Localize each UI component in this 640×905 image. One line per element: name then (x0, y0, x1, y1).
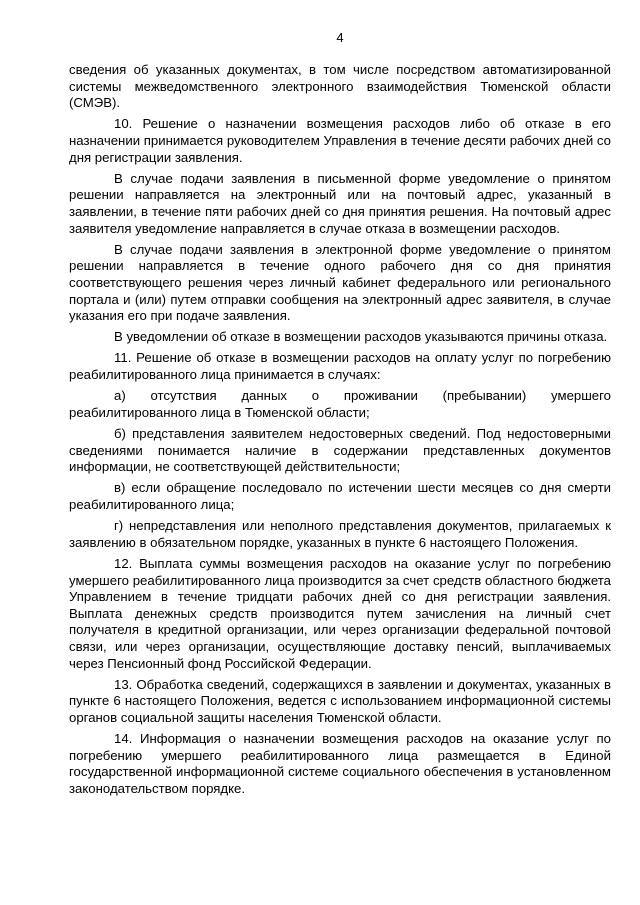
document-body (69, 62, 611, 802)
paragraph-item-14: 14. Информация о назначении возмещения расходов на оказание услуг по погребению умершего реабилитированного лица размещается в Единой государственной информационной системе социального обеспечения в установленном законодательством порядке. (69, 731, 611, 796)
paragraph-subitem-b: б) представления заявителем недостоверных сведений. Под недостоверными сведениями понимается наличие в содержании представленных документов информации, не соответствующей действительности; (69, 426, 611, 475)
paragraph-subitem-v: в) если обращение последовало по истечении шести месяцев со дня смерти реабилитированного лица; (69, 480, 611, 512)
paragraph-item-10: 10. Решение о назначении возмещения расходов либо об отказе в его назначении принимается руководителем Управления в течение десяти рабочих дней со дня регистрации заявления. (69, 116, 611, 165)
paragraph-item-13: 13. Обработка сведений, содержащихся в заявлении и документах, указанных в пункте 6 настоящего Положения, ведется с использованием информационной системы органов социальной защиты населения Тюменской области. (69, 676, 611, 725)
paragraph-subitem-a: а) отсутствия данных о проживании (пребывании) умершего реабилитированного лица в Тюменской области; (69, 388, 611, 420)
paragraph-continuation: сведения об указанных документах, в том числе посредством автоматизированной системы межведомственного электронного взаимодействия Тюменской области (СМЭВ). (69, 62, 611, 111)
paragraph-subitem-g: г) непредставления или неполного представления документов, прилагаемых к заявлению в обязательном порядке, указанных в пункте 6 настоящего Положения. (69, 518, 611, 550)
paragraph-item-11: 11. Решение об отказе в возмещении расходов на оплату услуг по погребению реабилитированного лица принимается в случаях: (69, 350, 611, 383)
paragraph-written-application: В случае подачи заявления в письменной форме уведомление о принятом решении направляется на электронный или на почтовый адрес, указанный в заявлении, в течение пяти рабочих дней со дня принятия решения. На почтовый адрес заявителя уведомление направляется в случае отказа в возмещении расходов. (69, 170, 611, 236)
paragraph-electronic-application: В случае подачи заявления в электронной форме уведомление о принятом решении направляется в течение одного рабочего дня со дня принятия соответствующего решения через личный кабинет федерального или регионального портала и (или) путем отправки сообщения на электронный адрес заявителя, в случае указания его при подаче заявления. (69, 241, 611, 324)
paragraph-refusal-reasons: В уведомлении об отказе в возмещении расходов указываются причины отказа. (114, 329, 608, 345)
page-number: 4 (336, 30, 344, 45)
paragraph-item-12: 12. Выплата суммы возмещения расходов на оказание услуг по погребению умершего реабилитированного лица производится за счет средств областного бюджета Управлением в течение тридцати рабочих дней со дня регистрации заявления. Выплата денежных средств производится путем зачисления на личный счет получателя в кредитной организации, или через организации федеральной почтовой связи, или через организации, осуществляющие доставку пенсий, выплачиваемых через Пенсионный фонд Российской Федерации. (69, 555, 611, 671)
